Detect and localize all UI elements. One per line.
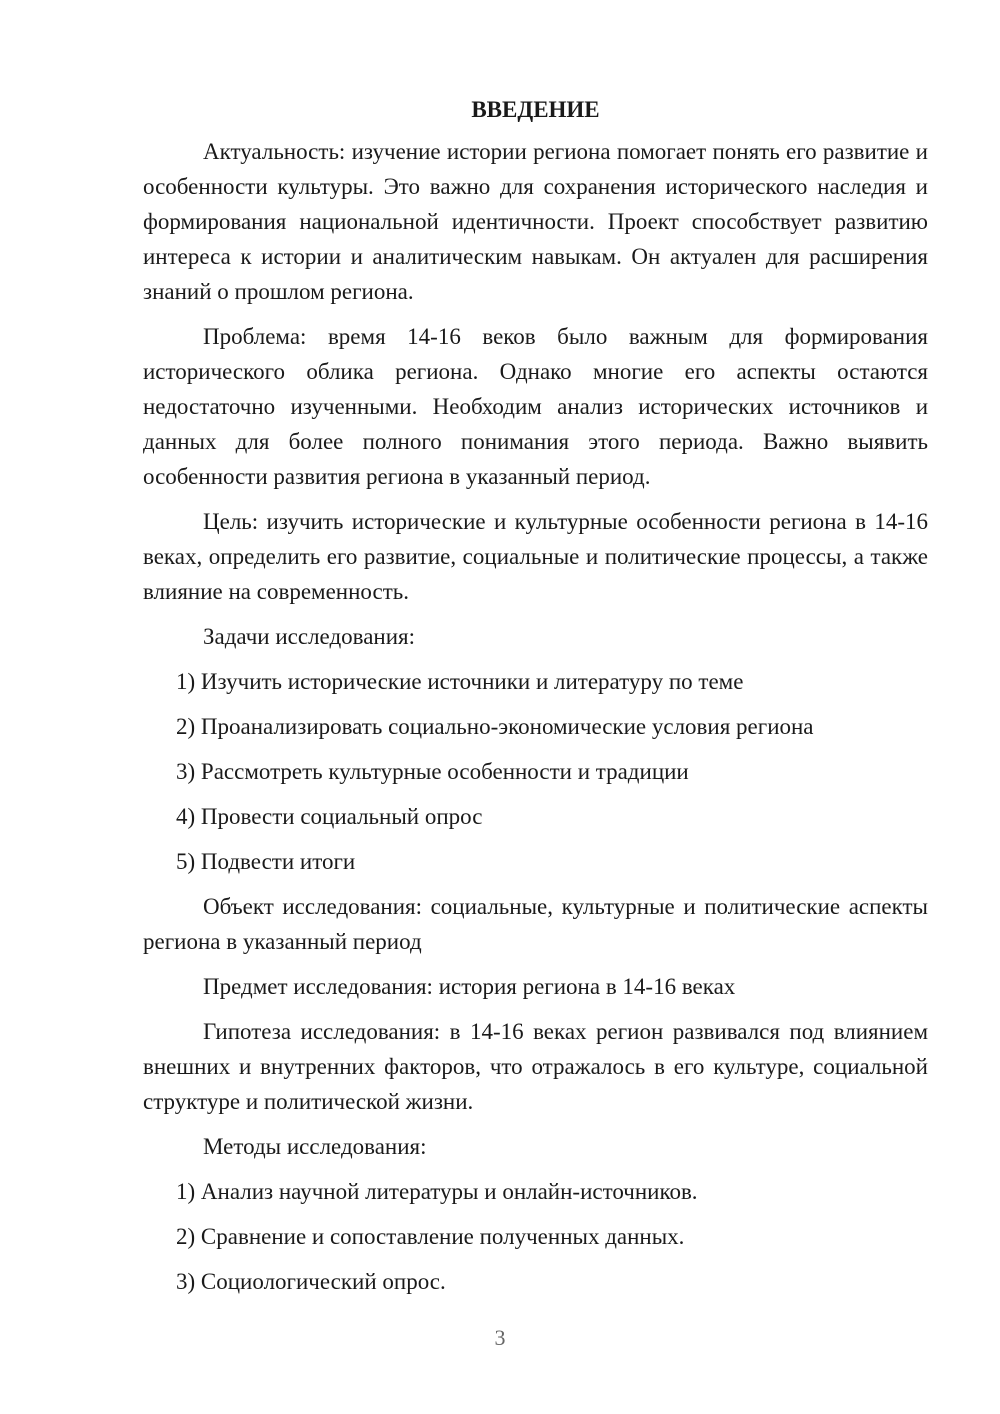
- paragraph-hypothesis: Гипотеза исследования: в 14-16 веках регион развивался под влиянием внешних и внутренних факторов, что отражалось в его культуре, социальной структуре и политической жизни.: [143, 1019, 928, 1114]
- paragraph-actuality: Актуальность: изучение истории региона помогает понять его развитие и особенности культуры. Это важно для сохранения исторического наследия и формирования национальной идентичности. Проект способствует развитию интереса к истории и аналитическим навыкам. Он актуален для расширения знаний о прошлом региона.: [143, 139, 928, 304]
- list-item: 2) Сравнение и сопоставление полученных данных.: [176, 1224, 685, 1249]
- section-title: ВВЕДЕНИЕ: [471, 97, 600, 122]
- list-item: 3) Рассмотреть культурные особенности и традиции: [176, 759, 689, 784]
- list-item: 3) Социологический опрос.: [176, 1269, 446, 1294]
- list-item: 2) Проанализировать социально-экономические условия региона: [176, 714, 814, 739]
- paragraph-subject: Предмет исследования: история региона в 14-16 веках: [203, 974, 736, 999]
- list-item: 1) Анализ научной литературы и онлайн-источников.: [176, 1179, 698, 1204]
- tasks-heading: Задачи исследования:: [203, 624, 416, 649]
- paragraph-object: Объект исследования: социальные, культурные и политические аспекты региона в указанный период: [143, 894, 928, 954]
- paragraph-problem: Проблема: время 14-16 веков было важным для формирования исторического облика региона. Однако многие его аспекты остаются недостаточно изученными. Необходим анализ исторических источников и данных для более полного понимания этого периода. Важно выявить особенности развития региона в указанный период.: [143, 324, 928, 489]
- document-page: [143, 92, 928, 1309]
- paragraph-goal: Цель: изучить исторические и культурные особенности региона в 14-16 веках, определить его развитие, социальные и политические процессы, а также влияние на современность.: [143, 509, 928, 604]
- methods-list: [143, 1174, 928, 1299]
- tasks-list: [143, 664, 928, 879]
- methods-heading: Методы исследования:: [203, 1134, 427, 1159]
- page-number: 3: [494, 1325, 506, 1350]
- list-item: 4) Провести социальный опрос: [176, 804, 483, 829]
- list-item: 1) Изучить исторические источники и литературу по теме: [176, 669, 744, 694]
- list-item: 5) Подвести итоги: [176, 849, 356, 874]
